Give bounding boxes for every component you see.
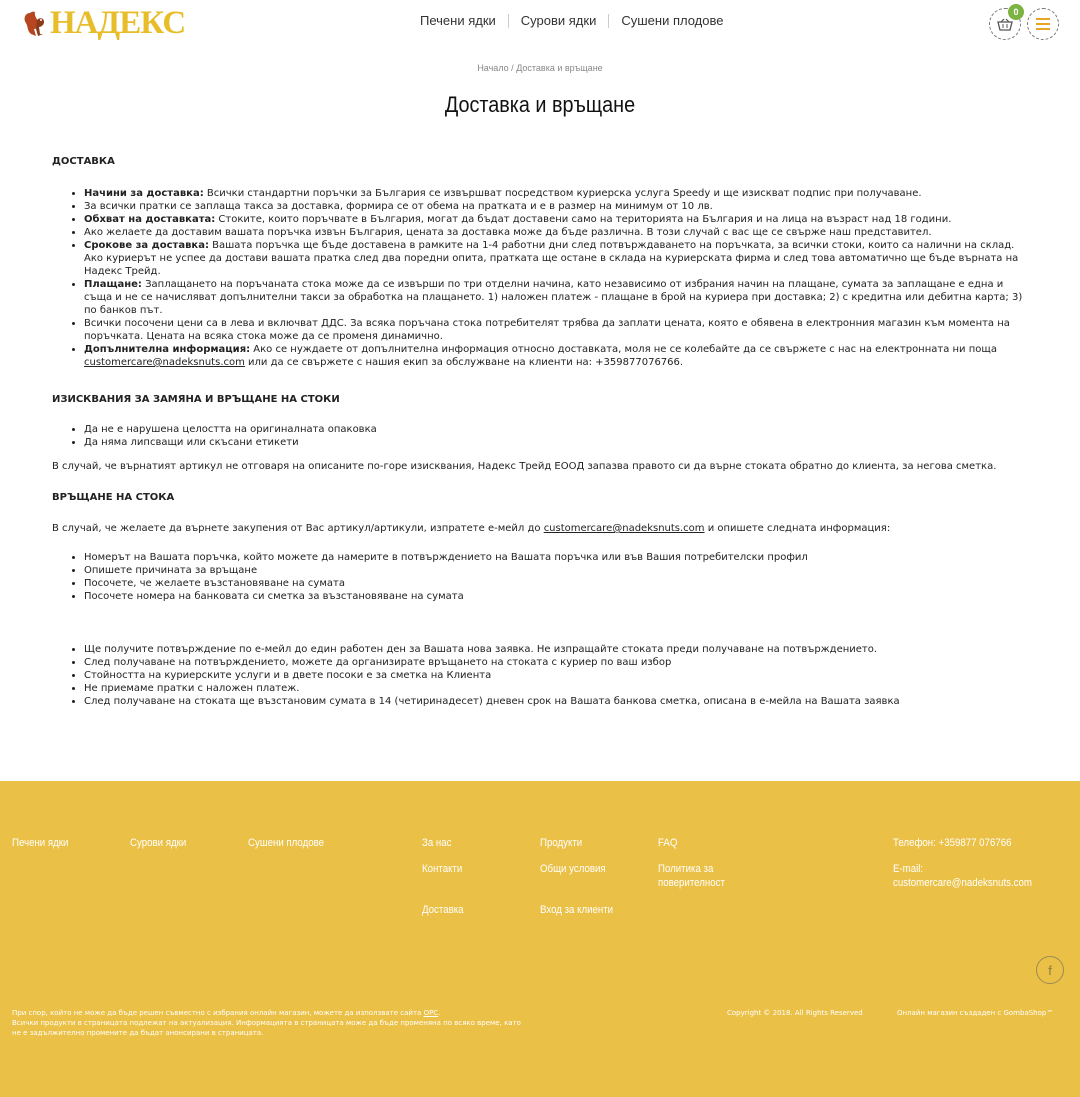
footer-email[interactable]: E-mail: customercare@nadeksnuts.com	[893, 863, 1032, 889]
delivery-heading: ДОСТАВКА	[52, 156, 115, 167]
list-item: • Ще получите потвърждение по е-мейл до един работен ден за Вашата нова заявка. Не изпращайте стоката преди получаване на потвърждението.	[84, 643, 1032, 656]
logo[interactable]	[22, 3, 185, 43]
footer-link-delivery[interactable]: Доставка	[422, 904, 464, 916]
logo-text: НАДЕКС	[50, 4, 186, 41]
list-item: • Срокове за доставка: Вашата поръчка ще бъде доставена в рамките на 1-4 работни дни след потвърждаването на поръчката, за всички стоки, които са налични на склад. Ако куриерът не успее да достави вашата пратка след два поредни опита, пратката ще остане в склада на куриерската фирма и след това автоматично ще бъде върната на Надекс Трейд.	[84, 239, 1032, 278]
list-item: • Опишете причината за връщане	[84, 564, 1032, 577]
footer-copyright: Copyright © 2018. All Rights Reserved	[727, 1009, 863, 1017]
returns-intro: В случай, че желаете да върнете закупения от Вас артикул/артикули, изпратете е-мейл до customercare@nadeksnuts.com и опишете следната информация:	[52, 523, 891, 534]
menu-button[interactable]	[1027, 8, 1059, 40]
footer-link-faq[interactable]: FAQ	[658, 837, 678, 849]
squirrel-logo-icon	[22, 7, 48, 39]
returns-steps-list	[52, 643, 1032, 708]
list-item: • Допълнителна информация: Ако се нуждаете от допълнителна информация относно доставката, моля не се колебайте да се свържете с нас на електронната ни поща customercare@nadeksnuts.com или да се свържете с нашия екип за обслужване на клиенти на: +359877076766.	[84, 343, 1032, 369]
email-link[interactable]: customercare@nadeksnuts.com	[543, 523, 705, 534]
hamburger-icon-line	[1036, 23, 1050, 25]
email-link[interactable]: customercare@nadeksnuts.com	[84, 357, 245, 368]
page-content	[52, 155, 1032, 708]
list-item: • Не приемаме пратки с наложен платеж.	[84, 682, 1032, 695]
footer-link-raw-nuts[interactable]: Сурови ядки	[130, 837, 187, 849]
exchange-list	[52, 423, 1032, 449]
breadcrumb-separator: /	[508, 63, 517, 73]
hamburger-icon-line	[1036, 18, 1050, 20]
list-item: • След получаване на стоката ще възстановим сумата в 14 (четиринадесет) дневен срок на Вашата банкова сметка, описана в е-мейла на Вашата заявка	[84, 695, 1032, 708]
nav-item-raw-nuts[interactable]: Сурови ядки	[520, 13, 597, 28]
list-item: • След получаване на потвърждението, можете да организирате връщането на стоката с куриер по ваш избор	[84, 656, 1032, 669]
nav-item-roasted-nuts[interactable]: Печени ядки	[420, 13, 496, 28]
list-item: • Да няма липсващи или скъсани етикети	[84, 436, 1032, 449]
breadcrumb-home[interactable]: Начало	[477, 63, 509, 73]
site-header	[0, 0, 1080, 50]
list-item: • Стойността на куриерските услуги и в двете посоки е за сметка на Клиента	[84, 669, 1032, 682]
footer-phone[interactable]: Телефон: +359877 076766	[893, 837, 1012, 849]
returns-heading: ВРЪЩАНЕ НА СТОКА	[52, 492, 175, 503]
footer-link-dried-fruits[interactable]: Сушени плодове	[248, 837, 325, 849]
list-item: • Номерът на Вашата поръчка, който можете да намерите в потвърждението на Вашата поръчка или във Вашия потребителски профил	[84, 551, 1032, 564]
exchange-note: В случай, че върнатият артикул не отговаря на описаните по-горе изисквания, Надекс Трейд ЕООД запазва правото си да върне стоката обратно до клиента, за негова сметка.	[52, 461, 997, 472]
footer-link-roasted-nuts[interactable]: Печени ядки	[12, 837, 69, 849]
list-item: • За всички пратки се заплаща такса за доставка, формира се от обема на пратката и е в размер на минимум от 10 лв.	[84, 200, 1032, 213]
cart-count-badge: 0	[1008, 4, 1024, 20]
footer-link-terms[interactable]: Общи условия	[540, 863, 606, 875]
footer-link-login[interactable]: Вход за клиенти	[540, 904, 614, 916]
list-item: • Посочете, че желаете възстановяване на сумата	[84, 577, 1032, 590]
nav-item-dried-fruits[interactable]: Сушени плодове	[621, 13, 724, 28]
breadcrumb-current: Доставка и връщане	[516, 63, 603, 73]
list-item: • Плащане: Заплащането на поръчаната стока може да се извърши по три отделни начина, като независимо от избрания начин на плащане, сумата за заплащане е една и съща и не се начисляват допълнителни такси за обработка на плащането. 1) наложен платеж - плащане в брой на куриера при доставка; 2) с кредитна или дебитна карта; 3) по банков път.	[84, 278, 1032, 317]
ors-link[interactable]: ОРС	[423, 1009, 439, 1017]
main-nav	[408, 12, 735, 30]
breadcrumb	[0, 63, 1080, 73]
delivery-list	[52, 187, 1032, 369]
footer-link-about[interactable]: За нас	[422, 837, 452, 849]
footer-link-products[interactable]: Продукти	[540, 837, 583, 849]
page-title: Доставка и връщане	[444, 92, 636, 117]
exchange-heading: ИЗИСКВАНИЯ ЗА ЗАМЯНА И ВРЪЩАНЕ НА СТОКИ	[52, 394, 340, 405]
list-item: • Обхват на доставката: Стоките, които поръчвате в България, могат да бъдат доставени само на територията на България и на лица на възраст над 18 години.	[84, 213, 1032, 226]
list-item: • Да не е нарушена целостта на оригиналната опаковка	[84, 423, 1032, 436]
list-item: • Всички посочени цени са в лева и включват ДДС. За всяка поръчана стока потребителят трябва да заплати цената, която е обявена в електронния магазин към момента на поръчката. Цената на всяка стока може да се променя динамично.	[84, 317, 1032, 343]
hamburger-icon-line	[1036, 28, 1050, 30]
facebook-icon[interactable]: f	[1036, 956, 1064, 984]
footer-disclaimer: При спор, който не може да бъде решен съвместно с избрания онлайн магазин, можете да използвате сайта ОРС. Всички продукти в страницата подлежат на актуализация. Информацията в страницата може да бъде променяна по всяко време, като не е задължително промените да бъдат анонсирани в страницата.	[12, 1009, 521, 1037]
footer-link-contacts[interactable]: Контакти	[422, 863, 463, 875]
returns-list	[52, 551, 1032, 603]
footer-link-privacy[interactable]: Политика за поверителност	[658, 863, 725, 889]
basket-icon	[997, 18, 1013, 31]
list-item: • Ако желаете да доставим вашата поръчка извън България, цената за доставка може да бъде различна. В този случай с вас ще се свърже наш представител.	[84, 226, 1032, 239]
list-item: • Посочете номера на банковата си сметка за възстановяване на сумата	[84, 590, 1032, 603]
site-footer	[0, 781, 1080, 1097]
list-item: • Начини за доставка: Всички стандартни поръчки за България се извършват посредством куриерска услуга Speedy и ще изискват подпис при получаване.	[84, 187, 1032, 200]
footer-made-by-link[interactable]: Онлайн магазин създаден с GombaShop™	[897, 1009, 1054, 1017]
